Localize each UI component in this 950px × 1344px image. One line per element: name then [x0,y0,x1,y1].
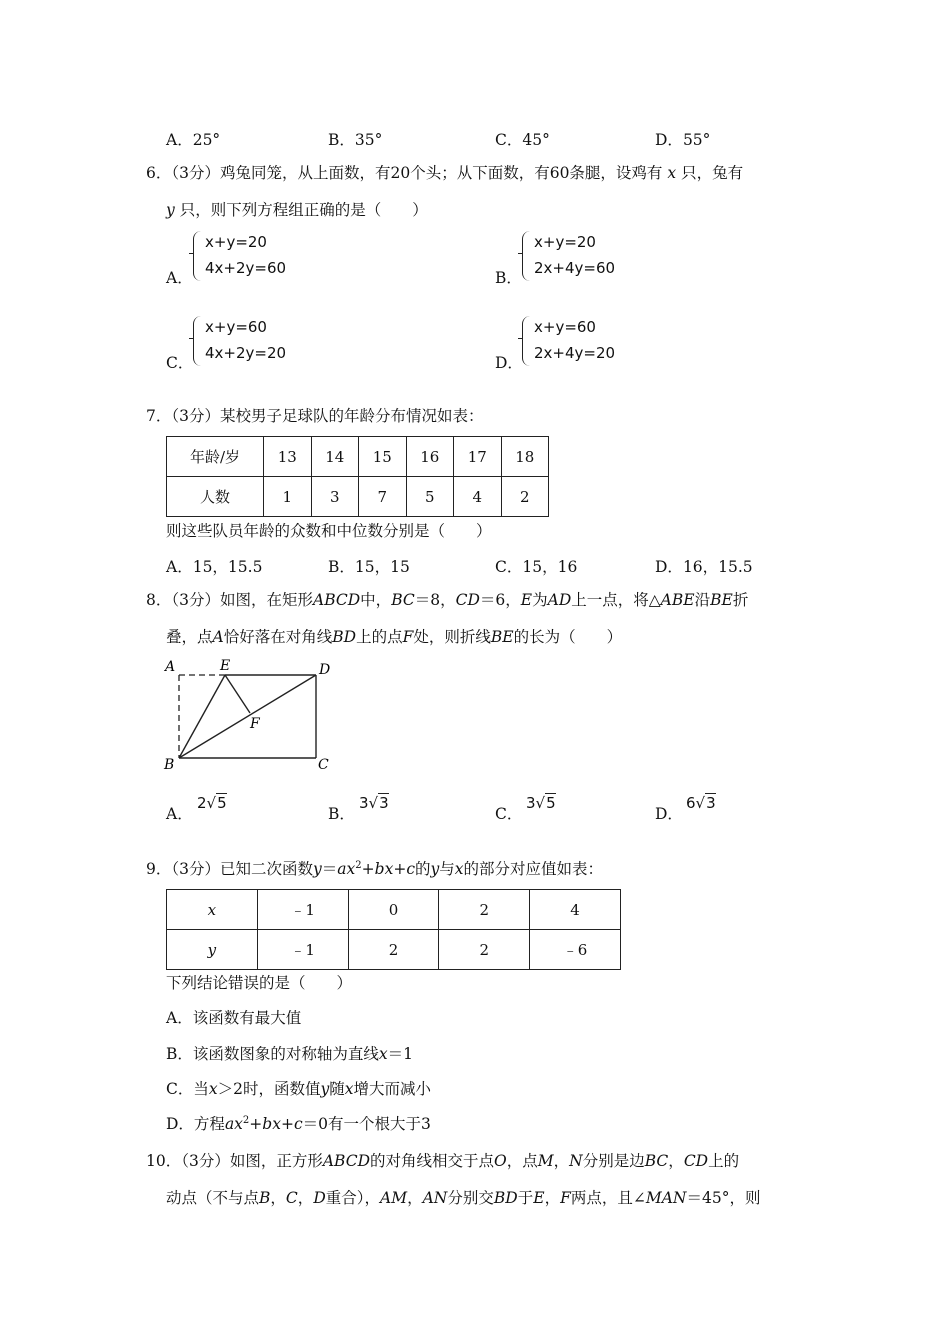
q10-stem-line1: 10．（3分）如图，正方形ABCD的对角线相交于点O，点M，N分别是边BC，CD上的 [146,1152,740,1170]
q6-option-c-key: C． [166,354,194,372]
q9-option-b: B．该函数图象的对称轴为直线x＝1 [166,1045,414,1063]
q9-option-c: C．当x＞2时，函数值y随x增大而减小 [166,1080,432,1098]
q10-stem-line2: 动点（不与点B，C，D重合），AM，AN分别交BD于E，F两点，且∠MAN＝45°，则 [166,1189,761,1207]
table-cell: 15 [359,437,407,477]
q8-option-c-value: 3√5 [526,794,556,812]
table-cell: 2 [439,930,530,970]
q6-option-a-system: x+y=20 4x+2y=60 [205,229,286,281]
table-cell: 16 [406,437,454,477]
q8-option-b-value: 3√3 [359,794,389,812]
q7-stem: 7．（3分）某校男子足球队的年龄分布情况如表： [146,407,484,425]
q9-option-d: D．方程$ax^2+bx+c=0$有一个根大于3 [166,1115,431,1133]
q5-option-d: D．55° [655,131,711,149]
table-cell: ﹣1 [257,890,348,930]
q8-option-c-key: C． [495,805,523,823]
label-c: C [318,757,329,773]
q6-option-b-system: x+y=20 2x+4y=60 [534,229,615,281]
table-cell: 7 [359,477,407,517]
table-cell: 2 [439,890,530,930]
label-d: D [319,662,331,678]
q8-option-b-key: B． [328,805,355,823]
q6-stem-line1: 6．（3分）鸡兔同笼，从上面数，有20个头；从下面数，有60条腿，设鸡有 x 只，兔有 [146,164,744,182]
q9-option-a: A．该函数有最大值 [166,1009,302,1027]
q8-option-a-value: 2√5 [197,794,227,812]
q5-option-a: A．25° [166,131,221,149]
table-cell: 2 [348,930,439,970]
table-cell: 3 [311,477,359,517]
table-cell: 1 [264,477,312,517]
table-header-y: y [167,930,258,970]
q5-option-c: C．45° [495,131,550,149]
q9-question: 下列结论错误的是（ ） [166,974,353,992]
q8-rectangle-figure [160,655,340,775]
table-cell: 4 [454,477,502,517]
q6-option-d-key: D． [495,354,523,372]
q8-option-a-key: A． [166,805,193,823]
table-header-age: 年龄/岁 [167,437,264,477]
q7-option-a: A．15，15.5 [166,558,263,576]
q7-option-c: C．15，16 [495,558,578,576]
q7-question: 则这些队员年龄的众数和中位数分别是（ ） [166,522,492,540]
label-e: E [220,658,231,674]
table-cell: 13 [264,437,312,477]
q8-option-d-value: 6√3 [686,794,716,812]
q7-option-b: B．15，15 [328,558,410,576]
q8-option-d-key: D． [655,805,683,823]
q7-age-table [166,436,549,517]
q8-stem-line2: 叠，点A恰好落在对角线BD上的点F处，则折线BE的长为（ ） [166,628,623,646]
label-b: B [164,757,175,773]
q9-value-table [166,889,621,970]
q6-option-a-key: A． [166,269,193,287]
segment-ef [225,675,250,713]
q8-stem-line1: 8．（3分）如图，在矩形ABCD中，BC＝8，CD＝6，E为AD上一点，将△ABE沿BE折 [146,591,749,609]
table-cell: ﹣6 [530,930,621,970]
table-header-x: x [167,890,258,930]
table-header-count: 人数 [167,477,264,517]
q6-option-b-key: B． [495,269,522,287]
table-cell: 2 [501,477,549,517]
segment-be [179,675,225,758]
diagonal-bd [179,675,316,758]
q5-option-b: B．35° [328,131,383,149]
table-cell: 18 [501,437,549,477]
table-cell: 0 [348,890,439,930]
table-cell: 5 [406,477,454,517]
label-f: F [250,716,260,732]
q7-option-d: D．16，15.5 [655,558,753,576]
q9-stem: 9．（3分）已知二次函数$y=ax^2+bx+c$的y与x的部分对应值如表： [146,860,604,878]
label-a: A [165,659,176,675]
table-cell: ﹣1 [257,930,348,970]
q6-option-c-system: x+y=60 4x+2y=20 [205,314,286,366]
table-cell: 4 [530,890,621,930]
q6-stem-line2: y 只，则下列方程组正确的是（ ） [166,201,428,219]
q6-option-d-system: x+y=60 2x+4y=20 [534,314,615,366]
table-cell: 14 [311,437,359,477]
table-cell: 17 [454,437,502,477]
